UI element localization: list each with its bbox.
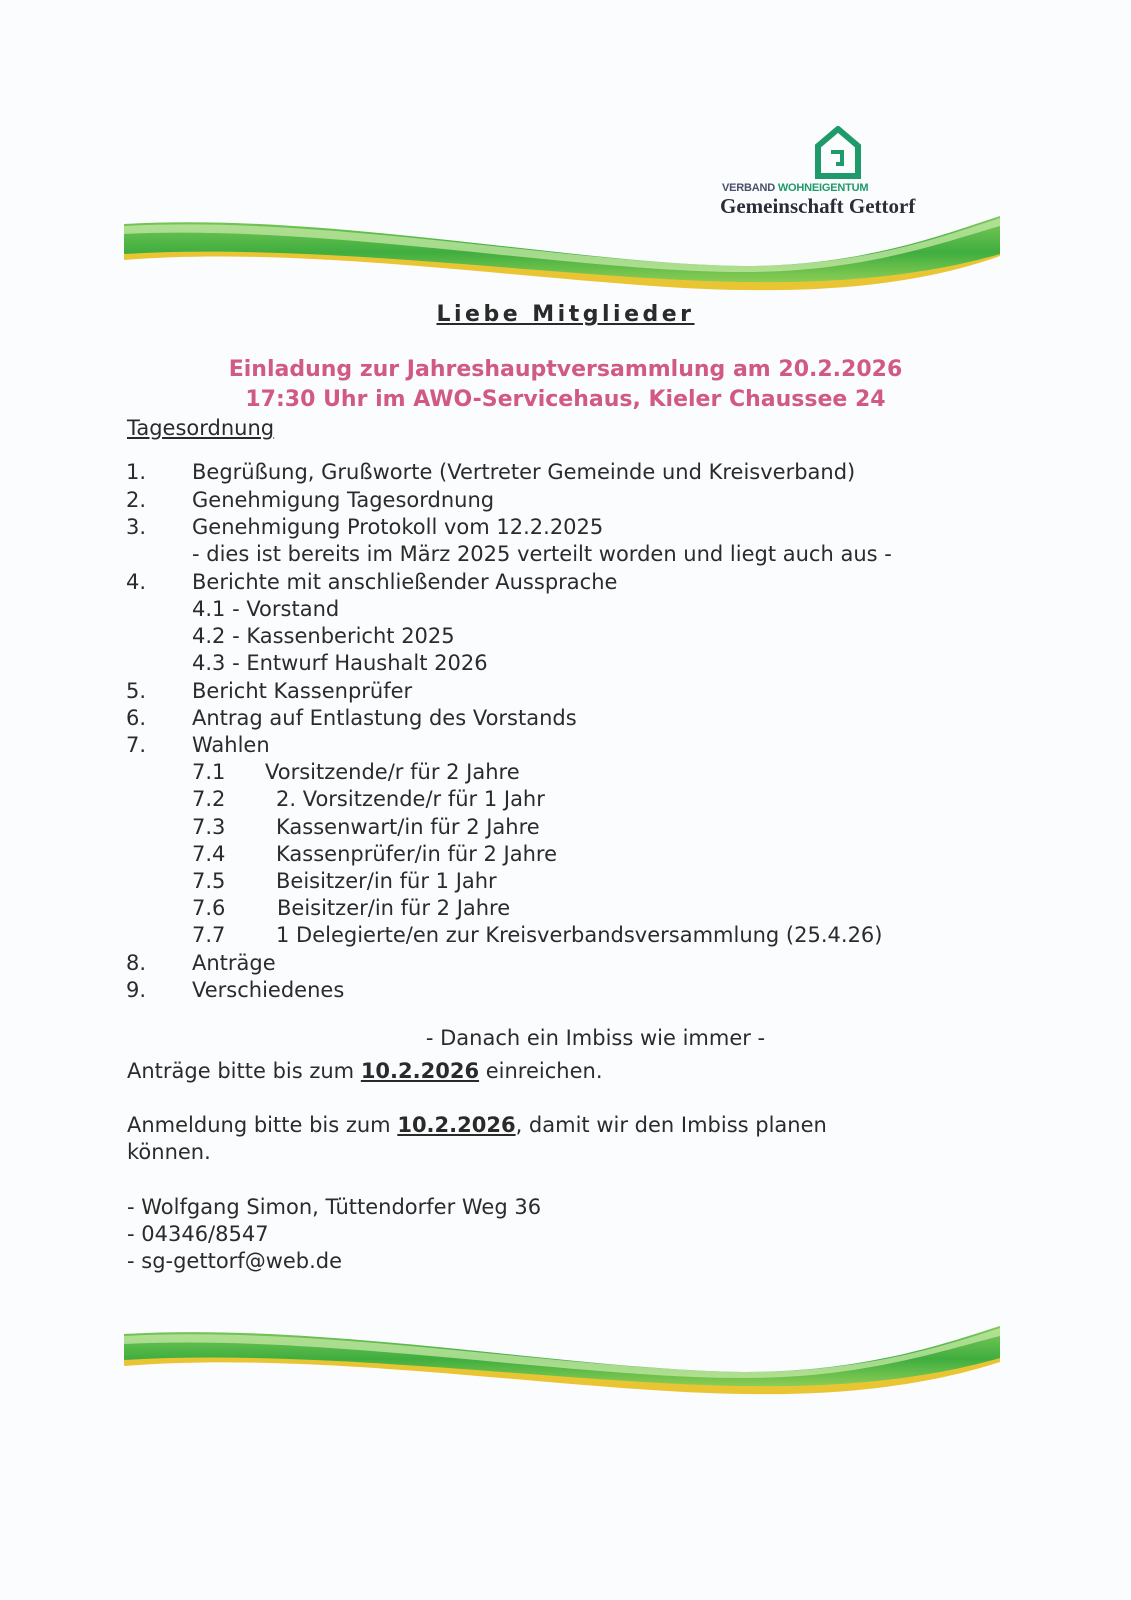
motions-text-after: einreichen. (479, 1059, 603, 1083)
page-title: Liebe Mitglieder (436, 302, 695, 327)
motions-text-before: Anträge bitte bis zum (127, 1059, 361, 1083)
agenda-number: 9. (126, 978, 147, 1002)
motions-deadline (127, 1059, 603, 1083)
agenda-text: Berichte mit anschließender Aussprache (192, 570, 618, 594)
contact-name-address: - Wolfgang Simon, Tüttendorfer Weg 36 (127, 1195, 542, 1219)
registration-date: 10.2.2026 (397, 1113, 516, 1137)
agenda-number: 2. (126, 488, 147, 512)
agenda-text: Antrag auf Entlastung des Vorstands (192, 706, 577, 730)
election-text: Beisitzer/in für 1 Jahr (276, 869, 497, 893)
agenda-number: 1. (126, 460, 147, 484)
decorative-wave-bottom (124, 1324, 1000, 1404)
election-number: 7.1 (192, 760, 226, 784)
registration-line-2: können. (127, 1140, 211, 1164)
logo-org-line (722, 182, 868, 194)
agenda-text: Verschiedenes (192, 978, 345, 1002)
decorative-wave-top (124, 214, 1000, 294)
election-text: 1 Delegierte/en zur Kreisverbandsversammlung (25.4.26) (276, 923, 883, 947)
agenda-number: 7. (126, 733, 147, 757)
election-number: 7.6 (192, 896, 226, 920)
agenda-text: Bericht Kassenprüfer (192, 679, 413, 703)
election-text: Kassenwart/in für 2 Jahre (276, 815, 540, 839)
election-number: 7.4 (192, 842, 226, 866)
election-text: Vorsitzende/r für 2 Jahre (265, 760, 520, 784)
house-icon (814, 126, 862, 180)
agenda-heading: Tagesordnung (127, 416, 275, 440)
agenda-text: Begrüßung, Grußworte (Vertreter Gemeinde und Kreisverband) (192, 460, 856, 484)
election-number: 7.7 (192, 923, 226, 947)
motions-date: 10.2.2026 (360, 1059, 480, 1083)
logo-community-name: Gemeinschaft Gettorf (720, 194, 916, 218)
agenda-text: Genehmigung Protokoll vom 12.2.2025 (192, 515, 604, 539)
registration-text-after: , damit wir den Imbiss planen (515, 1113, 827, 1137)
agenda-number: 5. (126, 679, 147, 703)
election-number: 7.2 (192, 787, 226, 811)
election-text: Beisitzer/in für 2 Jahre (277, 896, 511, 920)
agenda-text: 4.3 - Entwurf Haushalt 2026 (192, 651, 488, 675)
agenda-text: Anträge (192, 951, 276, 975)
snack-note: - Danach ein Imbiss wie immer - (425, 1026, 766, 1050)
logo-verband-text: VERBAND (722, 182, 778, 194)
election-text: Kassenprüfer/in für 2 Jahre (276, 842, 558, 866)
agenda-text: 4.1 - Vorstand (192, 597, 340, 621)
registration-text-before: Anmeldung bitte bis zum (127, 1113, 398, 1137)
election-text: 2. Vorsitzende/r für 1 Jahr (276, 787, 545, 811)
registration-deadline (127, 1113, 827, 1137)
invitation-line-2: 17:30 Uhr im AWO-Servicehaus, Kieler Chaussee 24 (245, 387, 886, 412)
agenda-number: 3. (126, 515, 147, 539)
agenda-text: Genehmigung Tagesordnung (192, 488, 495, 512)
election-number: 7.3 (192, 815, 226, 839)
contact-phone: - 04346/8547 (127, 1222, 269, 1246)
contact-email: - sg-gettorf@web.de (127, 1249, 343, 1273)
agenda-number: 4. (126, 570, 147, 594)
agenda-number: 6. (126, 706, 147, 730)
logo-wohneigentum-text: WOHNEIGENTUM (777, 182, 869, 194)
agenda-number: 8. (126, 951, 147, 975)
agenda-text: - dies ist bereits im März 2025 verteilt worden und liegt auch aus - (192, 542, 892, 566)
agenda-text: Wahlen (192, 733, 270, 757)
invitation-line-1: Einladung zur Jahreshauptversammlung am 20.2.2026 (228, 357, 903, 382)
election-number: 7.5 (192, 869, 226, 893)
agenda-text: 4.2 - Kassenbericht 2025 (192, 624, 455, 648)
